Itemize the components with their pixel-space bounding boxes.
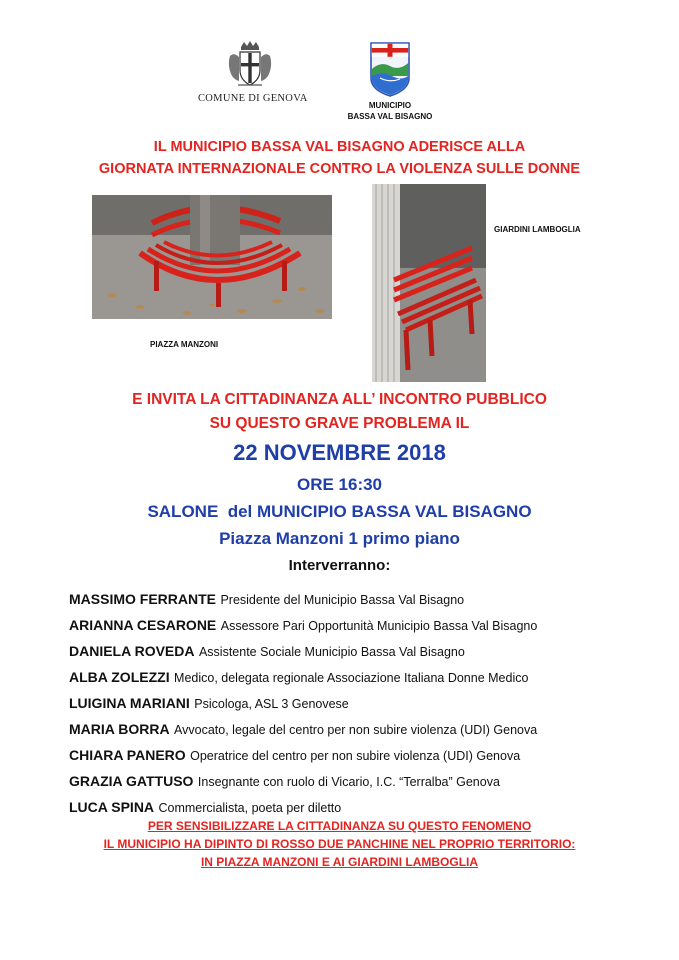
invite-line2: SU QUESTO GRAVE PROBLEMA IL <box>209 415 470 432</box>
event-venue: SALONE del MUNICIPIO BASSA VAL BISAGNO <box>147 502 532 521</box>
photo-right-caption: GIARDINI LAMBOGLIA <box>494 225 581 234</box>
speaker-row <box>69 693 659 719</box>
speaker-row <box>69 719 659 745</box>
speaker-name: LUIGINA MARIANI <box>69 695 190 711</box>
speaker-role: Presidente del Municipio Bassa Val Bisagno <box>220 593 465 607</box>
photo-left-caption: PIAZZA MANZONI <box>150 340 219 349</box>
municipio-logo <box>345 40 435 122</box>
speaker-row <box>69 641 659 667</box>
speaker-role: Medico, delegata regionale Associazione Italiana Donne Medico <box>174 671 529 685</box>
speaker-row <box>69 667 659 693</box>
speaker-row <box>69 615 659 641</box>
speaker-name: MASSIMO FERRANTE <box>69 591 216 607</box>
speakers-heading: Interverranno: <box>288 557 391 574</box>
speaker-role: Psicologa, ASL 3 Genovese <box>194 697 349 711</box>
speaker-row <box>69 745 659 771</box>
title-line1: IL MUNICIPIO BASSA VAL BISAGNO ADERISCE ALLA <box>153 139 526 155</box>
municipio-label-line1: MUNICIPIO <box>368 101 412 110</box>
speaker-name: LUCA SPINA <box>69 799 155 815</box>
speakers-list <box>69 589 659 823</box>
municipio-label-line2: BASSA VAL BISAGNO <box>347 112 433 121</box>
footer-line2: IL MUNICIPIO HA DIPINTO DI ROSSO DUE PANCHINE NEL PROPRIO TERRITORIO: <box>103 837 576 851</box>
comune-label: COMUNE DI GENOVA <box>198 93 308 104</box>
invite-line1: E INVITA LA CITTADINANZA ALL’ INCONTRO PUBBLICO <box>132 391 547 408</box>
speaker-role: Commercialista, poeta per diletto <box>158 801 342 815</box>
speaker-role: Assessore Pari Opportunità Municipio Bassa Val Bisagno <box>220 619 538 633</box>
event-date: 22 NOVEMBRE 2018 <box>233 440 446 465</box>
speaker-row <box>69 589 659 615</box>
municipio-coat-of-arms-icon <box>368 40 412 98</box>
footer-line1: PER SENSIBILIZZARE LA CITTADINANZA SU QUESTO FENOMENO <box>147 819 532 833</box>
photo-piazza-manzoni <box>92 195 332 319</box>
speaker-name: CHIARA PANERO <box>69 747 186 763</box>
speaker-role: Assistente Sociale Municipio Bassa Val Bisagno <box>198 645 465 659</box>
speaker-name: ARIANNA CESARONE <box>69 617 217 633</box>
genova-coat-of-arms-icon <box>224 40 276 90</box>
speaker-row <box>69 771 659 797</box>
speaker-role: Avvocato, legale del centro per non subire violenza (UDI) Genova <box>174 723 538 737</box>
speaker-name: MARIA BORRA <box>69 721 170 737</box>
event-address: Piazza Manzoni 1 primo piano <box>219 529 460 548</box>
speaker-name: ALBA ZOLEZZI <box>69 669 170 685</box>
title-line2: GIORNATA INTERNAZIONALE CONTRO LA VIOLENZA SULLE DONNE <box>98 161 581 177</box>
speaker-name: DANIELA ROVEDA <box>69 643 195 659</box>
photo-giardini-lamboglia <box>372 184 486 382</box>
speaker-role: Operatrice del centro per non subire violenza (UDI) Genova <box>190 749 521 763</box>
footer-line3: IN PIAZZA MANZONI E AI GIARDINI LAMBOGLIA <box>200 855 479 869</box>
speaker-name: GRAZIA GATTUSO <box>69 773 194 789</box>
comune-di-genova-logo <box>198 40 308 104</box>
event-time: ORE 16:30 <box>296 475 383 494</box>
speaker-role: Insegnante con ruolo di Vicario, I.C. “Terralba” Genova <box>197 775 500 789</box>
